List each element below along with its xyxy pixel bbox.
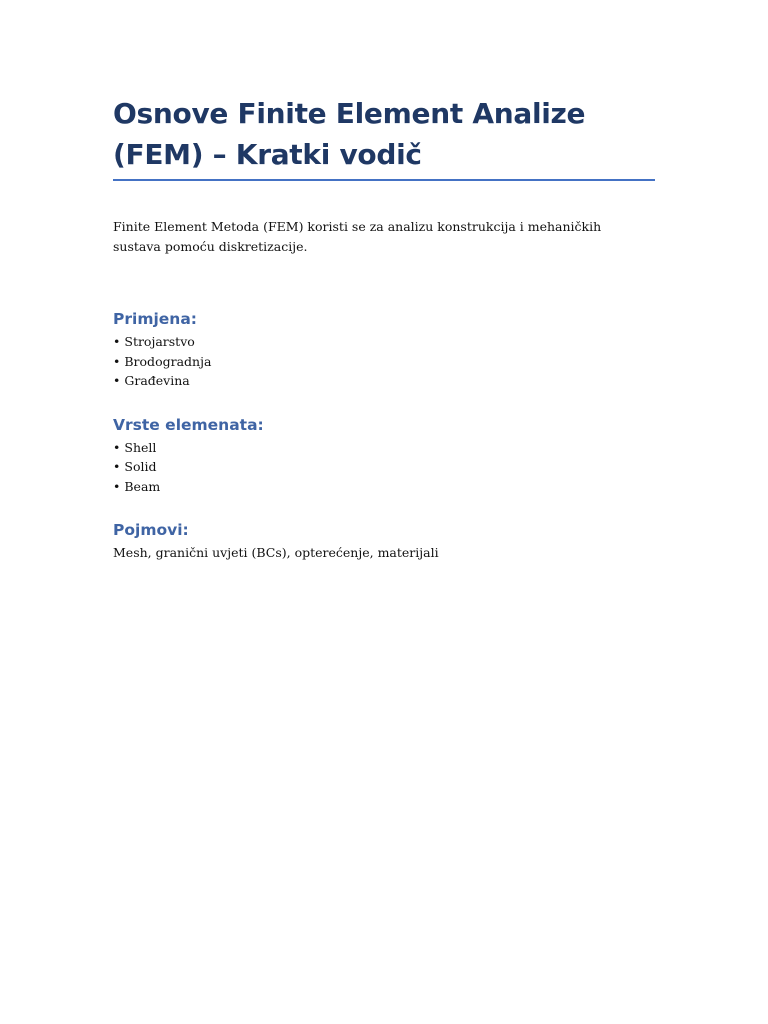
section-vrste-elemenata [113, 414, 655, 497]
list-item [113, 438, 655, 458]
bullet-list [113, 438, 655, 497]
bullet-icon: • [113, 439, 121, 455]
document-content [113, 93, 655, 563]
section-primjena [113, 308, 655, 391]
section-heading: Pojmovi: [113, 521, 189, 539]
section-heading: Vrste elemenata: [113, 415, 264, 434]
bullet-list [113, 332, 655, 391]
list-item [113, 457, 655, 477]
document-title: Osnove Finite Element Analize (FEM) – Kratki vodič [113, 93, 655, 181]
bullet-icon: • [113, 373, 121, 388]
list-item-text: Solid [124, 459, 157, 474]
section-paragraph: Mesh, granični uvjeti (BCs), opterećenje, materijali [113, 545, 439, 560]
intro-paragraph: Finite Element Metoda (FEM) koristi se za analizu konstrukcija i mehaničkih sustava pomoću diskretizacije. [113, 219, 602, 254]
section-pojmovi [113, 519, 655, 563]
bullet-icon: • [113, 459, 121, 474]
section-heading: Primjena: [113, 310, 197, 328]
list-item [113, 332, 655, 352]
list-item [113, 352, 655, 372]
list-item [113, 477, 655, 497]
bullet-icon: • [113, 334, 121, 349]
bullet-icon: • [113, 353, 121, 369]
list-item-text: Brodogradnja [124, 353, 212, 369]
list-item-text: Strojarstvo [124, 334, 195, 349]
list-item-text: Shell [124, 439, 157, 455]
list-item-text: Građevina [124, 373, 190, 388]
bullet-icon: • [113, 478, 121, 494]
list-item-text: Beam [124, 478, 161, 494]
list-item [113, 371, 655, 391]
